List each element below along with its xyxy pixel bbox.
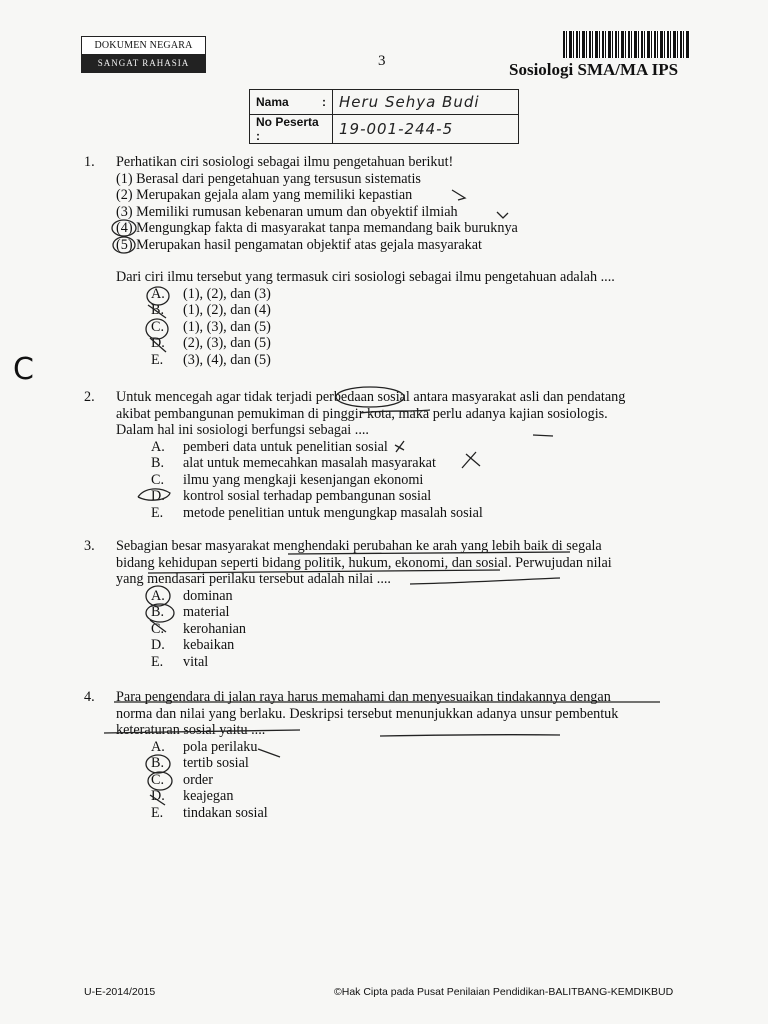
option-text: pemberi data untuk penelitian sosial (183, 438, 388, 455)
statement-item: (2) Merupakan gejala alam yang memiliki kepastian (116, 187, 413, 203)
question-text: Para pengendara di jalan raya harus memahami dan menyesuaikan tindakannya dengan (116, 689, 611, 705)
option-d[interactable] (116, 335, 696, 352)
option-text: kontrol sosial terhadap pembangunan sosial (183, 488, 432, 504)
option-letter: B. (151, 302, 165, 318)
subject-title: Sosiologi SMA/MA IPS (509, 60, 679, 79)
option-a[interactable] (116, 739, 696, 756)
option-text: (2), (3), dan (5) (183, 335, 271, 351)
option-text: pola perilaku (183, 738, 258, 755)
option-letter: E. (151, 351, 164, 368)
option-letter: B. (151, 755, 165, 771)
option-text: (1), (2), dan (4) (183, 302, 271, 318)
option-text: tindakan sosial (183, 804, 268, 821)
option-letter: A. (151, 438, 165, 455)
option-e[interactable] (116, 352, 696, 369)
option-letter: B. (151, 604, 165, 620)
question-number: 3. (84, 538, 95, 554)
option-c[interactable] (116, 472, 696, 489)
id-label: No Peserta : (250, 115, 333, 144)
option-b[interactable] (116, 604, 696, 621)
option-text: vital (183, 653, 209, 670)
option-c[interactable] (116, 621, 696, 638)
question-number: 1. (84, 154, 95, 170)
option-e[interactable] (116, 805, 696, 822)
option-letter: E. (151, 504, 164, 521)
question-text: Sebagian besar masyarakat menghendaki perubahan ke arah yang lebih baik di segala (116, 538, 602, 554)
option-letter: D. (151, 488, 165, 504)
statement-item: (4) Mengungkap fakta di masyarakat tanpa memandang baik buruknya (116, 220, 518, 236)
option-a[interactable] (116, 286, 696, 303)
name-label (250, 90, 333, 115)
option-b[interactable] (116, 755, 696, 772)
option-letter: C. (151, 771, 165, 788)
question-text: keteraturan sosial yaitu .... (116, 722, 266, 738)
option-a[interactable] (116, 439, 696, 456)
option-e[interactable] (116, 505, 696, 522)
identity-table (249, 89, 519, 144)
option-e[interactable] (116, 654, 696, 671)
footer-code: U-E-2014/2015 (84, 986, 156, 998)
option-text: keajegan (183, 788, 234, 804)
statement-item: (3) Memiliki rumusan kebenaran umum dan obyektif ilmiah (116, 203, 458, 220)
option-text: (1), (2), dan (3) (183, 285, 271, 302)
statement-item: (1) Berasal dari pengetahuan yang tersusun sistematis (116, 170, 421, 187)
id-value: 19-001-244-5 (333, 115, 519, 144)
option-d[interactable] (116, 488, 696, 505)
option-letter: B. (151, 455, 165, 471)
question-number: 4. (84, 689, 95, 705)
barcode-image (563, 31, 690, 58)
classification-stamp (81, 36, 206, 73)
option-text: ilmu yang mengkaji kesenjangan ekonomi (183, 471, 424, 488)
question-text: akibat pembangunan pemukiman di pinggir kota, maka perlu adanya kajian sosiologis. (116, 405, 608, 422)
option-text: material (183, 604, 230, 620)
option-text: alat untuk memecahkan masalah masyarakat (183, 455, 436, 471)
margin-mark: C (13, 352, 34, 387)
option-letter: A. (151, 587, 165, 604)
option-text: (1), (3), dan (5) (183, 318, 271, 335)
option-d[interactable] (116, 637, 696, 654)
option-b[interactable] (116, 455, 696, 472)
footer-copyright: ©Hak Cipta pada Pusat Penilaian Pendidikan-BALITBANG-KEMDIKBUD (334, 986, 674, 998)
option-letter: C. (151, 318, 165, 335)
question-number: 2. (84, 389, 95, 405)
option-letter: A. (151, 738, 165, 755)
option-text: tertib sosial (183, 755, 249, 771)
option-letter: D. (151, 335, 165, 351)
name-label-text: Nama (256, 95, 289, 109)
option-letter: D. (151, 788, 165, 804)
option-a[interactable] (116, 588, 696, 605)
name-value: Heru Sehya Budi (333, 90, 519, 115)
option-letter: A. (151, 285, 165, 302)
question-text: Dalam hal ini sosiologi berfungsi sebagai .... (116, 422, 369, 438)
option-letter: E. (151, 804, 164, 821)
option-text: metode penelitian untuk mengungkap masalah sosial (183, 504, 483, 521)
option-letter: D. (151, 637, 165, 653)
option-d[interactable] (116, 788, 696, 805)
page-number: 3 (378, 53, 386, 69)
option-b[interactable] (116, 302, 696, 319)
option-text: dominan (183, 587, 233, 604)
question-text: bidang kehidupan seperti bidang politik, hukum, ekonomi, dan sosial. Perwujudan nilai (116, 554, 612, 571)
option-text: order (183, 771, 213, 788)
stamp-bottom-label: SANGAT RAHASIA (82, 54, 205, 72)
option-letter: C. (151, 471, 165, 488)
option-letter: C. (151, 620, 165, 637)
option-text: (3), (4), dan (5) (183, 351, 271, 368)
statement-item: (5) Merupakan hasil pengamatan objektif atas gejala masyarakat (116, 236, 482, 253)
option-c[interactable] (116, 319, 696, 336)
question-text: Perhatikan ciri sosiologi sebagai ilmu pengetahuan berikut! (116, 154, 454, 170)
stamp-top-label: DOKUMEN NEGARA (82, 37, 205, 54)
name-separator: : (322, 95, 326, 109)
question-text: Untuk mencegah agar tidak terjadi perbedaan sosial antara masyarakat asli dan pendatang (116, 389, 626, 405)
question-text: norma dan nilai yang berlaku. Deskripsi tersebut menunjukkan adanya unsur pembentuk (116, 705, 619, 722)
option-text: kebaikan (183, 637, 235, 653)
question-prompt: Dari ciri ilmu tersebut yang termasuk ciri sosiologi sebagai ilmu pengetahuan adalah .... (116, 269, 615, 285)
option-letter: E. (151, 653, 164, 670)
option-c[interactable] (116, 772, 696, 789)
option-text: kerohanian (183, 620, 247, 637)
question-text: yang mendasari perilaku tersebut adalah nilai .... (116, 571, 391, 587)
